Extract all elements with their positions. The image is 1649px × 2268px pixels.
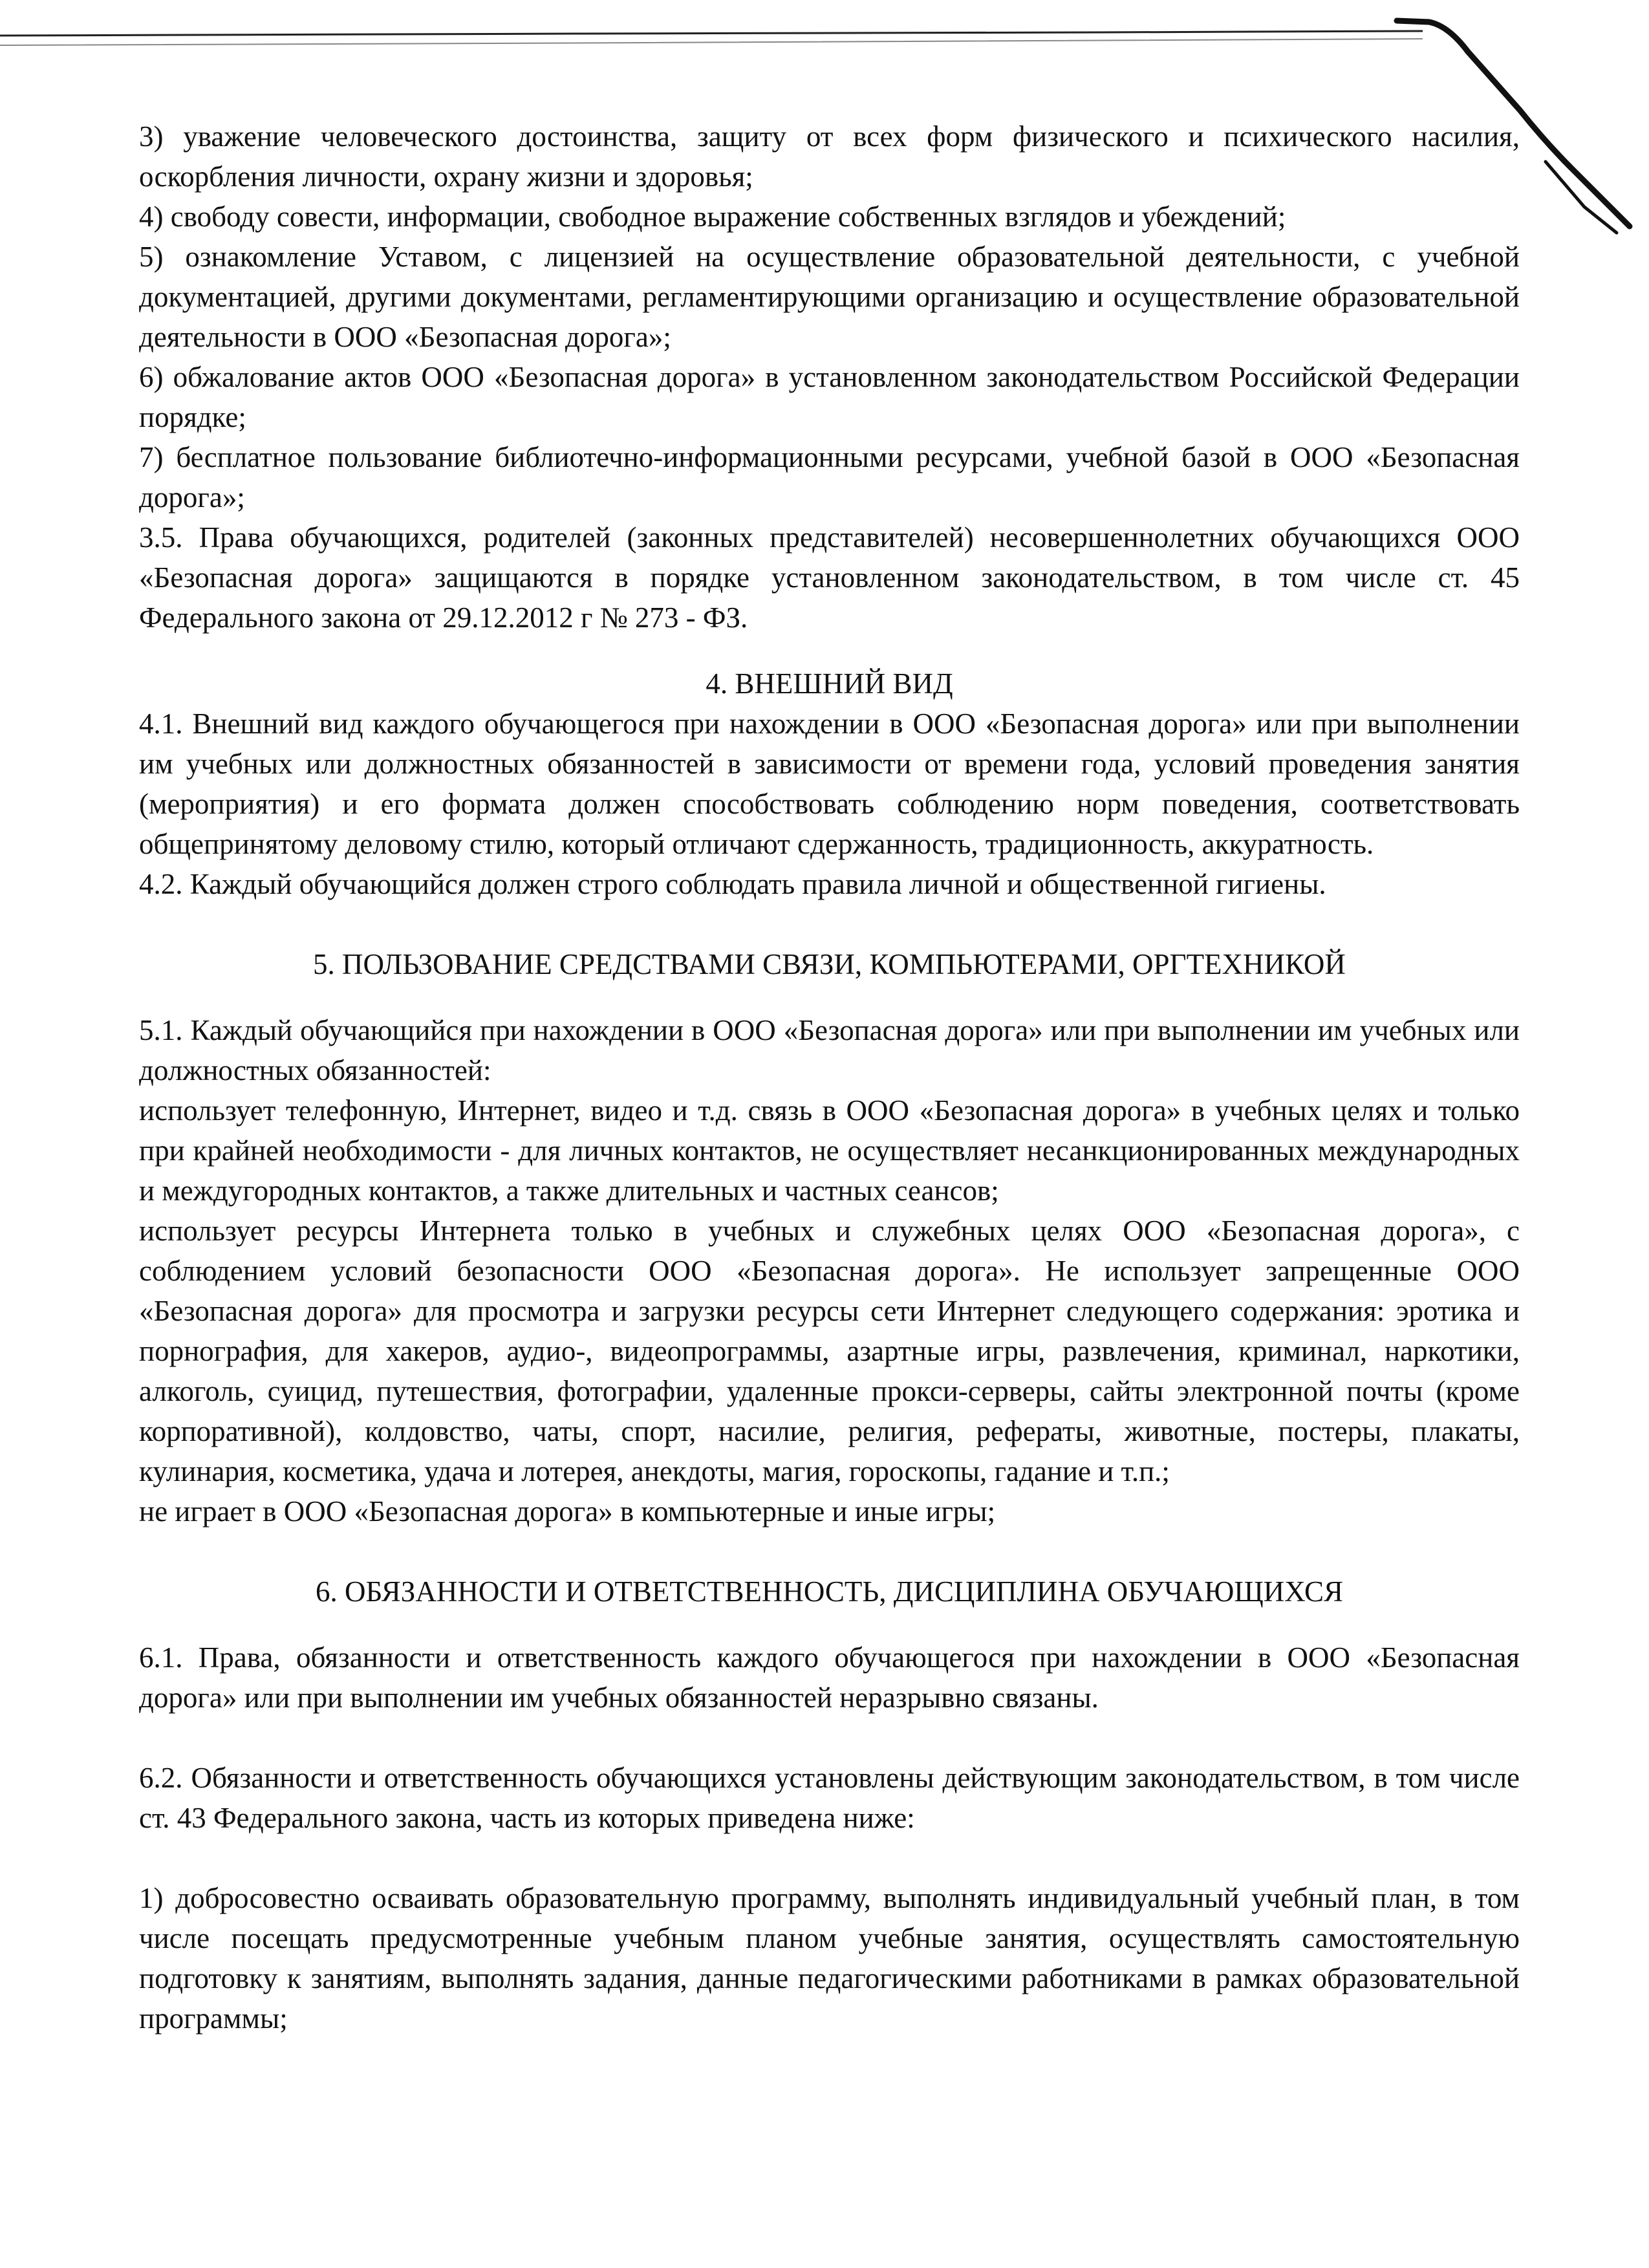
section-4-title: 4. ВНЕШНИЙ ВИД [706,667,953,700]
section-5-title: 5. ПОЛЬЗОВАНИЕ СРЕДСТВАМИ СВЯЗИ, КОМПЬЮТЕРАМИ, ОРГТЕХНИКОЙ [313,948,1346,980]
document-body [139,116,1520,2038]
paragraph-3-5: 3.5. Права обучающихся, родителей (законных представителей) несовершеннолетних обучающихся ООО «Безопасная дорога» защищаются в порядке установленном законодательством, в том числе ст. 45 Федерального закона от 29.12.2012 г № 273 - ФЗ. [139,521,1520,634]
paragraph-right-5: 5) ознакомление Уставом, с лицензией на осуществление образовательной деятельности, с учебной документацией, другими документами, регламентирующими организацию и осуществление образовательной деятельности в ООО «Безопасная дорога»; [139,241,1520,353]
paragraph-5-internet: использует ресурсы Интернета только в учебных и служебных целях ООО «Безопасная дорога», с соблюдением условий безопасности ООО «Безопасная дорога». Не использует запрещенные ООО «Безопасная дорога» для просмотра и загрузки ресурсы сети Интернет следующего содержания: эротика и порнография, для хакеров, аудио-, видеопрограммы, азартные игры, развлечения, криминал, наркотики, алкоголь, суицид, путешествия, фотографии, удаленные прокси-серверы, сайты электронной почты (кроме корпоративной), колдовство, чаты, спорт, насилие, религия, рефераты, животные, постеры, плакаты, кулинария, косметика, удача и лотерея, анекдоты, магия, гороскопы, гадание и т.п.; [139,1215,1520,1487]
paragraph-6-2-item-1: 1) добросовестно осваивать образовательную программу, выполнять индивидуальный учебный план, в том числе посещать предусмотренные учебным планом учебные занятия, осуществлять самостоятельную подготовку к занятиям, выполнять задания, данные педагогическими работниками в рамках образовательной программы; [139,1882,1520,2035]
paragraph-5-games: не играет в ООО «Безопасная дорога» в компьютерные и иные игры; [139,1495,996,1528]
paragraph-right-7: 7) бесплатное пользование библиотечно-информационными ресурсами, учебной базой в ООО «Безопасная дорога»; [139,441,1520,513]
paragraph-6-2: 6.2. Обязанности и ответственность обучающихся установлены действующим законодательством, в том числе ст. 43 Федерального закона, часть из которых приведена ниже: [139,1762,1520,1834]
paragraph-4-1: 4.1. Внешний вид каждого обучающегося при нахождении в ООО «Безопасная дорога» или при выполнении им учебных или должностных обязанностей в зависимости от времени года, условий проведения занятия (мероприятия) и его формата должен способствовать соблюдению норм поведения, соответствовать общепринятому деловому стилю, который отличают сдержанность, традиционность, аккуратность. [139,707,1520,860]
paragraph-6-1: 6.1. Права, обязанности и ответственность каждого обучающегося при нахождении в ООО «Безопасная дорога» или при выполнении им учебных обязанностей неразрывно связаны. [139,1641,1520,1714]
paragraph-right-6: 6) обжалование актов ООО «Безопасная дорога» в установленном законодательством Российской Федерации порядке; [139,361,1520,433]
paragraph-5-1: 5.1. Каждый обучающийся при нахождении в ООО «Безопасная дорога» или при выполнении им учебных или должностных обязанностей: [139,1014,1520,1086]
paragraph-5-phone: использует телефонную, Интернет, видео и т.д. связь в ООО «Безопасная дорога» в учебных целях и только при крайней необходимости - для личных контактов, не осуществляет несанкционированных международных и междугородных контактов, а также длительных и частных сеансов; [139,1094,1520,1207]
section-6-title: 6. ОБЯЗАННОСТИ И ОТВЕТСТВЕННОСТЬ, ДИСЦИПЛИНА ОБУЧАЮЩИХСЯ [315,1575,1344,1608]
paragraph-right-3: 3) уважение человеческого достоинства, защиту от всех форм физического и психического насилия, оскорбления личности, охрану жизни и здоровья; [139,120,1520,193]
paragraph-right-4: 4) свободу совести, информации, свободное выражение собственных взглядов и убеждений; [139,200,1286,233]
paragraph-4-2: 4.2. Каждый обучающийся должен строго соблюдать правила личной и общественной гигиены. [139,868,1326,900]
